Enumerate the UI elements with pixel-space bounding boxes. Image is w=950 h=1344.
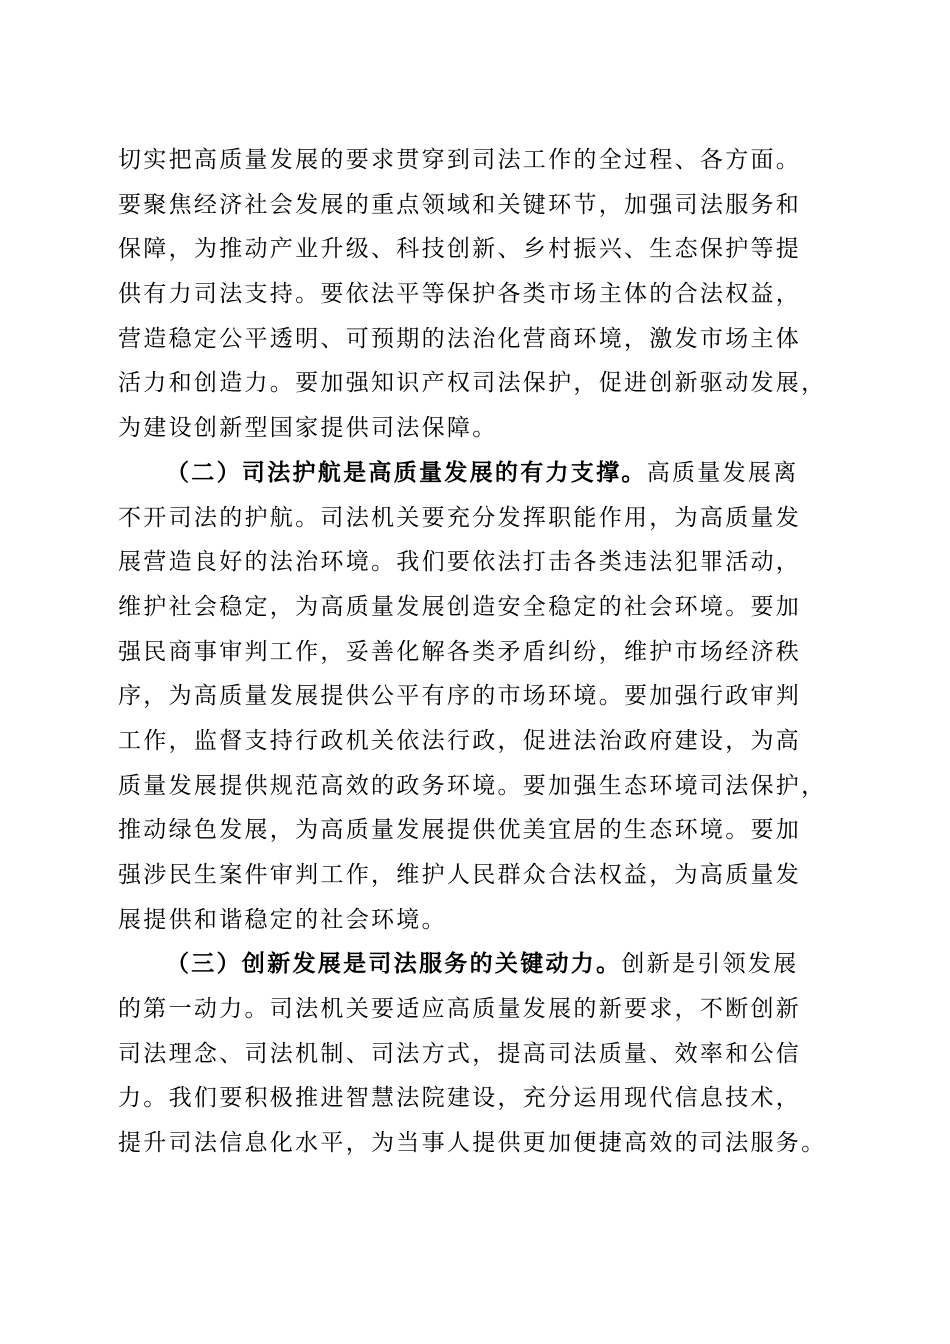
text-line: 切实把高质量发展的要求贯穿到司法工作的全过程、各方面。 xyxy=(118,147,802,173)
text-line: 强民商事审判工作，妥善化解各类矛盾纠纷，维护市场经济秩 xyxy=(118,638,802,665)
section-2-first-line xyxy=(118,451,838,496)
text-line: 供有力司法支持。要依法平等保护各类市场主体的合法权益， xyxy=(118,281,802,308)
text-line: 力。我们要积极推进智慧法院建设，充分运用现代信息技术， xyxy=(118,1085,802,1112)
text-line: 活力和创造力。要加强知识产权司法保护，促进创新驱动发展， xyxy=(118,370,827,397)
text-line: 为建设创新型国家提供司法保障。 xyxy=(118,415,498,442)
text-line: 营造稳定公平透明、可预期的法治化营商环境，激发市场主体 xyxy=(118,325,802,352)
section-2-first-line-text: 高质量发展离 xyxy=(646,459,799,486)
text-line: 强涉民生案件审判工作，维护人民群众合法权益，为高质量发 xyxy=(118,862,802,888)
paragraph-1 xyxy=(118,138,838,451)
document-body xyxy=(118,138,838,1166)
text-line: 推动绿色发展，为高质量发展提供优美宜居的生态环境。要加 xyxy=(118,817,802,844)
text-line: 展营造良好的法治环境。我们要依法打击各类违法犯罪活动， xyxy=(118,549,802,576)
section-2-paragraph xyxy=(118,451,838,943)
text-line: 提升司法信息化水平，为当事人提供更加便捷高效的司法服务。 xyxy=(118,1130,827,1157)
section-2-heading: （二）司法护航是高质量发展的有力支撑。 xyxy=(166,458,647,486)
text-line: 不开司法的护航。司法机关要充分发挥职能作用，为高质量发 xyxy=(118,504,802,531)
text-line: 序，为高质量发展提供公平有序的市场环境。要加强行政审判 xyxy=(118,683,802,710)
text-line: 的第一动力。司法机关要适应高质量发展的新要求，不断创新 xyxy=(118,996,802,1023)
section-3-first-line xyxy=(118,942,838,987)
text-line: 保障，为推动产业升级、科技创新、乡村振兴、生态保护等提 xyxy=(118,236,802,263)
text-line: 维护社会稳定，为高质量发展创造安全稳定的社会环境。要加 xyxy=(118,593,802,620)
section-3-paragraph xyxy=(118,942,838,1165)
text-line: 司法理念、司法机制、司法方式，提高司法质量、效率和公信 xyxy=(118,1040,802,1067)
text-line: 质量发展提供规范高效的政务环境。要加强生态环境司法保护， xyxy=(118,772,827,799)
text-line: 展提供和谐稳定的社会环境。 xyxy=(118,906,447,933)
section-3-first-line-text: 创新是引领发展 xyxy=(621,951,799,978)
text-line: 要聚焦经济社会发展的重点领域和关键环节，加强司法服务和 xyxy=(118,191,802,218)
section-3-heading: （三）创新发展是司法服务的关键动力。 xyxy=(166,950,622,978)
text-line: 工作，监督支持行政机关依法行政，促进法治政府建设，为高 xyxy=(118,727,802,754)
